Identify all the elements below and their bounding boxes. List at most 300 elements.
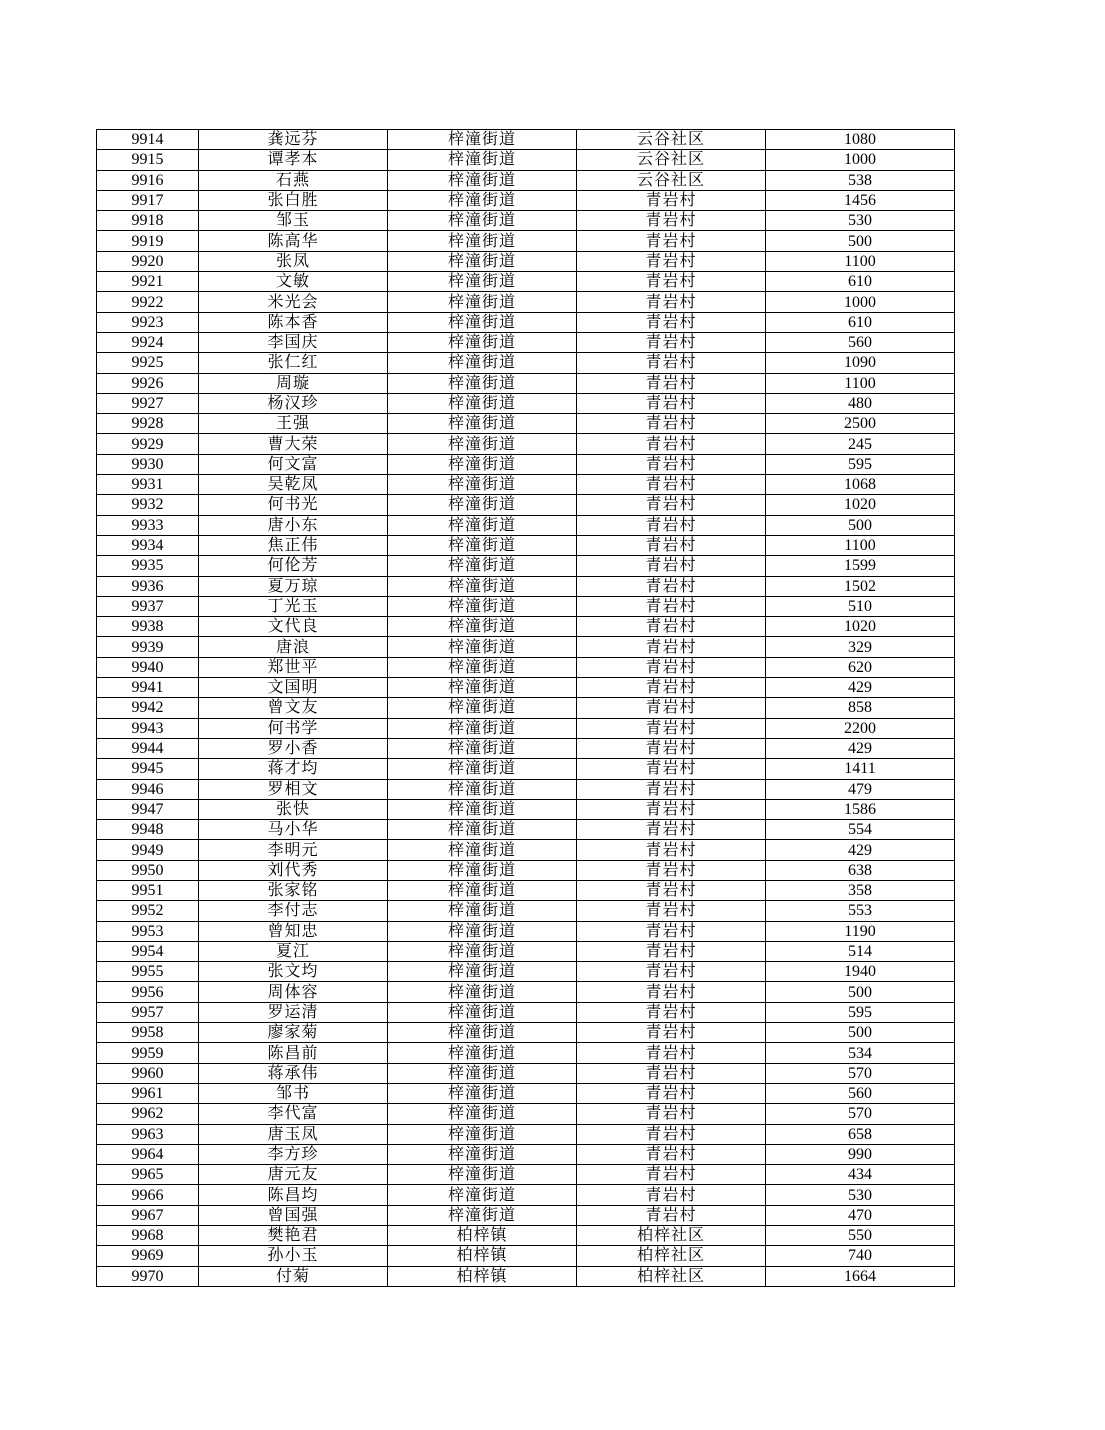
village-cell: 青岩村: [577, 515, 766, 535]
serial-number-cell: 9938: [97, 617, 199, 637]
serial-number-cell: 9958: [97, 1023, 199, 1043]
village-cell: 云谷社区: [577, 150, 766, 170]
serial-number-cell: 9933: [97, 515, 199, 535]
name-cell: 李方珍: [199, 1144, 388, 1164]
amount-cell: 595: [766, 454, 955, 474]
amount-cell: 1000: [766, 292, 955, 312]
serial-number-cell: 9949: [97, 840, 199, 860]
table-row: [97, 535, 955, 555]
street-cell: 梓潼街道: [388, 373, 577, 393]
name-cell: 唐浪: [199, 637, 388, 657]
street-cell: 梓潼街道: [388, 495, 577, 515]
name-cell: 陈昌前: [199, 1043, 388, 1063]
serial-number-cell: 9937: [97, 596, 199, 616]
table-row: [97, 1043, 955, 1063]
serial-number-cell: 9942: [97, 698, 199, 718]
street-cell: 梓潼街道: [388, 535, 577, 555]
table-row: [97, 373, 955, 393]
amount-cell: 620: [766, 657, 955, 677]
table-row: [97, 312, 955, 332]
name-cell: 付菊: [199, 1266, 388, 1286]
name-cell: 张白胜: [199, 190, 388, 210]
table-row: [97, 921, 955, 941]
name-cell: 李付志: [199, 901, 388, 921]
table-row: [97, 840, 955, 860]
table-row: [97, 1124, 955, 1144]
serial-number-cell: 9924: [97, 332, 199, 352]
table-row: [97, 475, 955, 495]
amount-cell: 610: [766, 272, 955, 292]
village-cell: 青岩村: [577, 880, 766, 900]
serial-number-cell: 9931: [97, 475, 199, 495]
amount-cell: 1411: [766, 759, 955, 779]
street-cell: 梓潼街道: [388, 1023, 577, 1043]
village-cell: 柏梓社区: [577, 1226, 766, 1246]
village-cell: 青岩村: [577, 576, 766, 596]
name-cell: 曾文友: [199, 698, 388, 718]
table-row: [97, 434, 955, 454]
street-cell: 梓潼街道: [388, 901, 577, 921]
street-cell: 梓潼街道: [388, 434, 577, 454]
amount-cell: 429: [766, 738, 955, 758]
amount-cell: 479: [766, 779, 955, 799]
amount-cell: 329: [766, 637, 955, 657]
table-row: [97, 454, 955, 474]
village-cell: 青岩村: [577, 738, 766, 758]
street-cell: 梓潼街道: [388, 150, 577, 170]
street-cell: 柏梓镇: [388, 1246, 577, 1266]
table-row: [97, 759, 955, 779]
street-cell: 梓潼街道: [388, 556, 577, 576]
table-row: [97, 231, 955, 251]
village-cell: 青岩村: [577, 1165, 766, 1185]
street-cell: 梓潼街道: [388, 1043, 577, 1063]
village-cell: 青岩村: [577, 495, 766, 515]
name-cell: 张仁红: [199, 353, 388, 373]
table-row: [97, 738, 955, 758]
table-row: [97, 1063, 955, 1083]
village-cell: 青岩村: [577, 272, 766, 292]
street-cell: 梓潼街道: [388, 1063, 577, 1083]
serial-number-cell: 9935: [97, 556, 199, 576]
village-cell: 青岩村: [577, 779, 766, 799]
amount-cell: 500: [766, 982, 955, 1002]
village-cell: 青岩村: [577, 596, 766, 616]
name-cell: 王强: [199, 414, 388, 434]
serial-number-cell: 9966: [97, 1185, 199, 1205]
serial-number-cell: 9928: [97, 414, 199, 434]
name-cell: 樊艳君: [199, 1226, 388, 1246]
serial-number-cell: 9943: [97, 718, 199, 738]
name-cell: 吴乾凤: [199, 475, 388, 495]
amount-cell: 434: [766, 1165, 955, 1185]
village-cell: 青岩村: [577, 292, 766, 312]
name-cell: 蒋才均: [199, 759, 388, 779]
street-cell: 梓潼街道: [388, 353, 577, 373]
village-cell: 青岩村: [577, 1144, 766, 1164]
village-cell: 青岩村: [577, 1104, 766, 1124]
serial-number-cell: 9945: [97, 759, 199, 779]
village-cell: 青岩村: [577, 718, 766, 738]
street-cell: 梓潼街道: [388, 657, 577, 677]
table-row: [97, 556, 955, 576]
street-cell: 梓潼街道: [388, 1165, 577, 1185]
village-cell: 青岩村: [577, 1063, 766, 1083]
name-cell: 曹大荣: [199, 434, 388, 454]
street-cell: 梓潼街道: [388, 414, 577, 434]
serial-number-cell: 9919: [97, 231, 199, 251]
table-row: [97, 941, 955, 961]
name-cell: 龚远芬: [199, 130, 388, 150]
table-row: [97, 1023, 955, 1043]
serial-number-cell: 9950: [97, 860, 199, 880]
amount-cell: 658: [766, 1124, 955, 1144]
table-row: [97, 657, 955, 677]
table-row: [97, 1226, 955, 1246]
table-row: [97, 130, 955, 150]
village-cell: 青岩村: [577, 617, 766, 637]
name-cell: 郑世平: [199, 657, 388, 677]
amount-cell: 1456: [766, 190, 955, 210]
village-cell: 青岩村: [577, 901, 766, 921]
name-cell: 曾知忠: [199, 921, 388, 941]
table-row: [97, 982, 955, 1002]
amount-cell: 1020: [766, 617, 955, 637]
table-row: [97, 292, 955, 312]
amount-cell: 500: [766, 1023, 955, 1043]
amount-cell: 740: [766, 1246, 955, 1266]
serial-number-cell: 9941: [97, 678, 199, 698]
amount-cell: 480: [766, 393, 955, 413]
street-cell: 梓潼街道: [388, 637, 577, 657]
name-cell: 石燕: [199, 170, 388, 190]
name-cell: 焦正伟: [199, 535, 388, 555]
village-cell: 青岩村: [577, 840, 766, 860]
village-cell: 青岩村: [577, 312, 766, 332]
name-cell: 张家铭: [199, 880, 388, 900]
village-cell: 青岩村: [577, 190, 766, 210]
village-cell: 青岩村: [577, 1124, 766, 1144]
street-cell: 梓潼街道: [388, 393, 577, 413]
amount-cell: 570: [766, 1063, 955, 1083]
village-cell: 青岩村: [577, 698, 766, 718]
serial-number-cell: 9962: [97, 1104, 199, 1124]
table-row: [97, 170, 955, 190]
table-row: [97, 860, 955, 880]
amount-cell: 514: [766, 941, 955, 961]
table-row: [97, 332, 955, 352]
amount-cell: 500: [766, 515, 955, 535]
village-cell: 青岩村: [577, 759, 766, 779]
serial-number-cell: 9960: [97, 1063, 199, 1083]
records-table-body: [97, 130, 955, 1287]
serial-number-cell: 9939: [97, 637, 199, 657]
amount-cell: 1664: [766, 1266, 955, 1286]
amount-cell: 1100: [766, 535, 955, 555]
name-cell: 谭孝本: [199, 150, 388, 170]
table-row: [97, 190, 955, 210]
name-cell: 孙小玉: [199, 1246, 388, 1266]
name-cell: 陈高华: [199, 231, 388, 251]
table-row: [97, 1104, 955, 1124]
serial-number-cell: 9914: [97, 130, 199, 150]
amount-cell: 1068: [766, 475, 955, 495]
serial-number-cell: 9959: [97, 1043, 199, 1063]
table-row: [97, 678, 955, 698]
street-cell: 梓潼街道: [388, 1144, 577, 1164]
street-cell: 梓潼街道: [388, 941, 577, 961]
village-cell: 青岩村: [577, 454, 766, 474]
amount-cell: 1190: [766, 921, 955, 941]
street-cell: 梓潼街道: [388, 1124, 577, 1144]
table-row: [97, 880, 955, 900]
name-cell: 陈本香: [199, 312, 388, 332]
village-cell: 青岩村: [577, 393, 766, 413]
village-cell: 青岩村: [577, 1185, 766, 1205]
amount-cell: 2200: [766, 718, 955, 738]
street-cell: 梓潼街道: [388, 962, 577, 982]
amount-cell: 990: [766, 1144, 955, 1164]
serial-number-cell: 9948: [97, 820, 199, 840]
amount-cell: 1080: [766, 130, 955, 150]
table-row: [97, 150, 955, 170]
table-row: [97, 393, 955, 413]
table-row: [97, 1246, 955, 1266]
amount-cell: 595: [766, 1002, 955, 1022]
table-row: [97, 1205, 955, 1225]
table-row: [97, 698, 955, 718]
table-row: [97, 414, 955, 434]
name-cell: 何书学: [199, 718, 388, 738]
name-cell: 廖家菊: [199, 1023, 388, 1043]
name-cell: 文敏: [199, 272, 388, 292]
street-cell: 梓潼街道: [388, 799, 577, 819]
serial-number-cell: 9925: [97, 353, 199, 373]
village-cell: 青岩村: [577, 799, 766, 819]
table-row: [97, 1144, 955, 1164]
amount-cell: 1599: [766, 556, 955, 576]
name-cell: 李国庆: [199, 332, 388, 352]
amount-cell: 530: [766, 211, 955, 231]
street-cell: 梓潼街道: [388, 779, 577, 799]
table-row: [97, 820, 955, 840]
village-cell: 云谷社区: [577, 130, 766, 150]
street-cell: 梓潼街道: [388, 982, 577, 1002]
amount-cell: 534: [766, 1043, 955, 1063]
serial-number-cell: 9920: [97, 251, 199, 271]
name-cell: 何伦芳: [199, 556, 388, 576]
village-cell: 青岩村: [577, 414, 766, 434]
table-row: [97, 251, 955, 271]
name-cell: 丁光玉: [199, 596, 388, 616]
table-row: [97, 596, 955, 616]
name-cell: 文国明: [199, 678, 388, 698]
serial-number-cell: 9923: [97, 312, 199, 332]
village-cell: 青岩村: [577, 231, 766, 251]
name-cell: 张凤: [199, 251, 388, 271]
serial-number-cell: 9930: [97, 454, 199, 474]
name-cell: 何文富: [199, 454, 388, 474]
serial-number-cell: 9969: [97, 1246, 199, 1266]
table-row: [97, 962, 955, 982]
street-cell: 梓潼街道: [388, 332, 577, 352]
street-cell: 梓潼街道: [388, 921, 577, 941]
village-cell: 青岩村: [577, 1043, 766, 1063]
amount-cell: 1502: [766, 576, 955, 596]
village-cell: 青岩村: [577, 657, 766, 677]
street-cell: 梓潼街道: [388, 475, 577, 495]
serial-number-cell: 9932: [97, 495, 199, 515]
amount-cell: 470: [766, 1205, 955, 1225]
name-cell: 曾国强: [199, 1205, 388, 1225]
village-cell: 青岩村: [577, 1205, 766, 1225]
street-cell: 梓潼街道: [388, 130, 577, 150]
name-cell: 张快: [199, 799, 388, 819]
street-cell: 梓潼街道: [388, 596, 577, 616]
amount-cell: 429: [766, 840, 955, 860]
name-cell: 罗小香: [199, 738, 388, 758]
name-cell: 罗相文: [199, 779, 388, 799]
amount-cell: 1100: [766, 373, 955, 393]
table-row: [97, 779, 955, 799]
table-row: [97, 576, 955, 596]
name-cell: 唐小东: [199, 515, 388, 535]
village-cell: 青岩村: [577, 475, 766, 495]
serial-number-cell: 9918: [97, 211, 199, 231]
amount-cell: 610: [766, 312, 955, 332]
street-cell: 梓潼街道: [388, 231, 577, 251]
name-cell: 周体容: [199, 982, 388, 1002]
street-cell: 梓潼街道: [388, 272, 577, 292]
street-cell: 梓潼街道: [388, 312, 577, 332]
name-cell: 邹书: [199, 1083, 388, 1103]
street-cell: 梓潼街道: [388, 820, 577, 840]
amount-cell: 1586: [766, 799, 955, 819]
name-cell: 唐玉凤: [199, 1124, 388, 1144]
serial-number-cell: 9934: [97, 535, 199, 555]
table-row: [97, 1083, 955, 1103]
village-cell: 青岩村: [577, 535, 766, 555]
serial-number-cell: 9922: [97, 292, 199, 312]
serial-number-cell: 9921: [97, 272, 199, 292]
amount-cell: 560: [766, 1083, 955, 1103]
village-cell: 青岩村: [577, 1083, 766, 1103]
amount-cell: 429: [766, 678, 955, 698]
serial-number-cell: 9947: [97, 799, 199, 819]
village-cell: 青岩村: [577, 556, 766, 576]
name-cell: 文代良: [199, 617, 388, 637]
name-cell: 蒋承伟: [199, 1063, 388, 1083]
serial-number-cell: 9927: [97, 393, 199, 413]
name-cell: 张文均: [199, 962, 388, 982]
village-cell: 青岩村: [577, 982, 766, 1002]
serial-number-cell: 9944: [97, 738, 199, 758]
street-cell: 梓潼街道: [388, 170, 577, 190]
amount-cell: 2500: [766, 414, 955, 434]
amount-cell: 554: [766, 820, 955, 840]
serial-number-cell: 9916: [97, 170, 199, 190]
name-cell: 夏江: [199, 941, 388, 961]
street-cell: 柏梓镇: [388, 1226, 577, 1246]
serial-number-cell: 9956: [97, 982, 199, 1002]
village-cell: 青岩村: [577, 353, 766, 373]
amount-cell: 638: [766, 860, 955, 880]
serial-number-cell: 9929: [97, 434, 199, 454]
serial-number-cell: 9967: [97, 1205, 199, 1225]
serial-number-cell: 9964: [97, 1144, 199, 1164]
village-cell: 青岩村: [577, 820, 766, 840]
street-cell: 梓潼街道: [388, 190, 577, 210]
serial-number-cell: 9953: [97, 921, 199, 941]
serial-number-cell: 9968: [97, 1226, 199, 1246]
amount-cell: 1000: [766, 150, 955, 170]
serial-number-cell: 9926: [97, 373, 199, 393]
street-cell: 梓潼街道: [388, 718, 577, 738]
amount-cell: 500: [766, 231, 955, 251]
table-row: [97, 1185, 955, 1205]
serial-number-cell: 9936: [97, 576, 199, 596]
data-sheet: [96, 129, 955, 1287]
street-cell: 梓潼街道: [388, 1104, 577, 1124]
table-row: [97, 637, 955, 657]
serial-number-cell: 9965: [97, 1165, 199, 1185]
serial-number-cell: 9957: [97, 1002, 199, 1022]
amount-cell: 1100: [766, 251, 955, 271]
street-cell: 梓潼街道: [388, 515, 577, 535]
village-cell: 云谷社区: [577, 170, 766, 190]
street-cell: 柏梓镇: [388, 1266, 577, 1286]
street-cell: 梓潼街道: [388, 738, 577, 758]
village-cell: 柏梓社区: [577, 1266, 766, 1286]
table-row: [97, 799, 955, 819]
name-cell: 米光会: [199, 292, 388, 312]
village-cell: 青岩村: [577, 860, 766, 880]
village-cell: 青岩村: [577, 211, 766, 231]
street-cell: 梓潼街道: [388, 251, 577, 271]
street-cell: 梓潼街道: [388, 678, 577, 698]
amount-cell: 553: [766, 901, 955, 921]
table-row: [97, 1002, 955, 1022]
serial-number-cell: 9952: [97, 901, 199, 921]
name-cell: 何书光: [199, 495, 388, 515]
name-cell: 周璇: [199, 373, 388, 393]
amount-cell: 1940: [766, 962, 955, 982]
amount-cell: 530: [766, 1185, 955, 1205]
amount-cell: 510: [766, 596, 955, 616]
village-cell: 青岩村: [577, 1002, 766, 1022]
street-cell: 梓潼街道: [388, 576, 577, 596]
table-row: [97, 901, 955, 921]
table-row: [97, 515, 955, 535]
street-cell: 梓潼街道: [388, 860, 577, 880]
amount-cell: 245: [766, 434, 955, 454]
table-row: [97, 272, 955, 292]
amount-cell: 570: [766, 1104, 955, 1124]
street-cell: 梓潼街道: [388, 1205, 577, 1225]
village-cell: 青岩村: [577, 251, 766, 271]
name-cell: 罗运清: [199, 1002, 388, 1022]
serial-number-cell: 9961: [97, 1083, 199, 1103]
amount-cell: 1090: [766, 353, 955, 373]
village-cell: 青岩村: [577, 637, 766, 657]
name-cell: 刘代秀: [199, 860, 388, 880]
village-cell: 青岩村: [577, 941, 766, 961]
serial-number-cell: 9955: [97, 962, 199, 982]
amount-cell: 1020: [766, 495, 955, 515]
village-cell: 青岩村: [577, 962, 766, 982]
table-row: [97, 617, 955, 637]
table-row: [97, 495, 955, 515]
